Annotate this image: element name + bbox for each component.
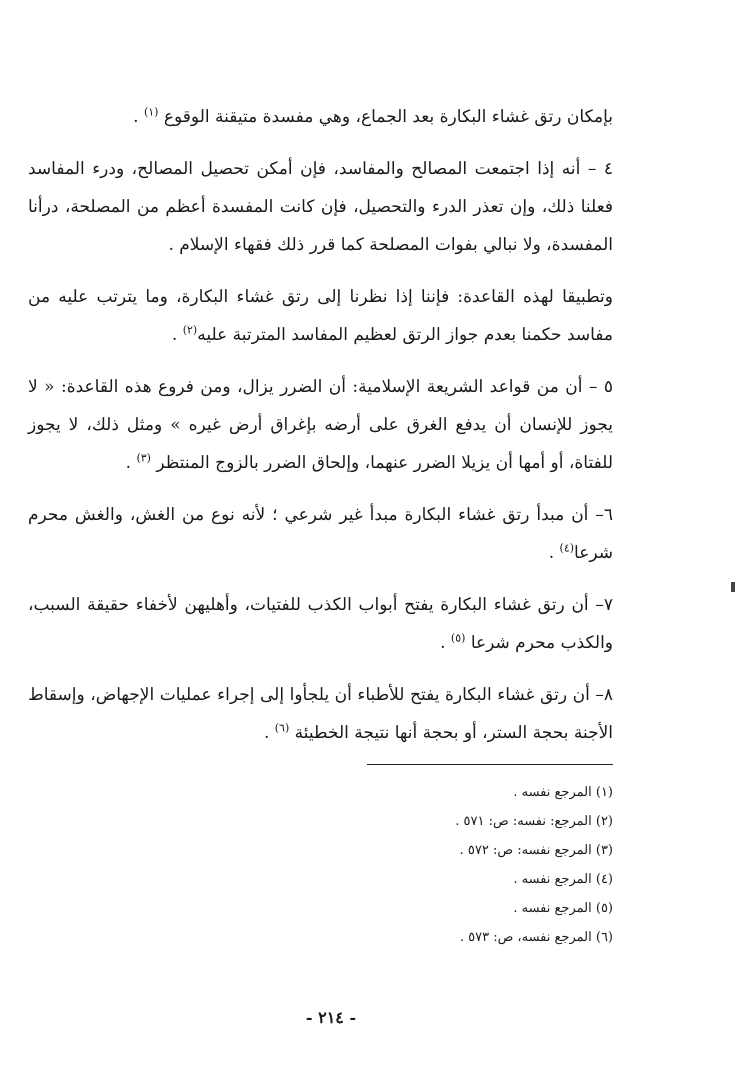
footnote-marker: (٥): [450, 631, 466, 645]
footnote-item: (٣) المرجع نفسه: ص: ٥٧٢ .: [459, 843, 613, 858]
footnote-item: (٦) المرجع نفسه، ص: ٥٧٣ .: [459, 930, 613, 945]
footnote-marker: (١): [143, 105, 159, 119]
footnote-list: [455, 778, 613, 952]
footnote-item: (٤) المرجع نفسه .: [513, 872, 613, 887]
footnote-divider: [367, 764, 613, 765]
scan-edge-mark: [731, 582, 735, 592]
footnote-marker: (٤): [559, 541, 575, 555]
footnote-item: (٥) المرجع نفسه .: [513, 901, 613, 916]
footnote-marker: (٢): [182, 323, 198, 337]
paragraph-application: وتطبيقا لهذه القاعدة: فإننا إذا نظرنا إلى رتق غشاء البكارة، وما يترتب عليه من مفاسد حكمنا بعدم جواز الرتق لعظيم المفاسد المترتبة عليه$^{(٢)}$ .: [28, 287, 613, 345]
paragraph-rule-5: ٥ – أن من قواعد الشريعة الإسلامية: أن الضرر يزال، ومن فروع هذه القاعدة: « لا يجوز للإنسان أن يدفع الغرق على أرضه بإغراق أرض غيره » ومثل ذلك، لا يجوز للفتاة، أو أمها أن يزيلا الضرر عنهما، وإلحاق الضرر بالزوج المنتظر $^{(٣)}$ .: [28, 377, 613, 473]
footnote-item: (١) المرجع نفسه .: [513, 785, 613, 800]
body-text: [28, 98, 613, 766]
footnote-item: (٢) المرجع: نفسه: ص: ٥٧١ .: [455, 814, 613, 829]
footnote-marker: (٣): [136, 451, 151, 465]
paragraph-rule-8: ٨– أن رتق غشاء البكارة يفتح للأطباء أن يلجأوا إلى إجراء عمليات الإجهاض، وإسقاط الأجنة بحجة الستر، أو بحجة أنها نتيجة الخطيئة $^{(٦)}$ .: [28, 685, 613, 743]
paragraph-rule-4: ٤ – أنه إذا اجتمعت المصالح والمفاسد، فإن أمكن تحصيل المصالح، ودرء المفاسد فعلنا ذلك، وإن تعذر الدرء والتحصيل، فإن كانت المفسدة أعظم من المصلحة، درأنا المفسدة، ولا نبالي بفوات المصلحة كما قرر ذلك فقهاء الإسلام .: [28, 159, 613, 255]
paragraph-rule-7: ٧– أن رتق غشاء البكارة يفتح أبواب الكذب للفتيات، وأهليهن لأخفاء حقيقة السبب، والكذب محرم شرعا $^{(٥)}$ .: [28, 595, 613, 653]
page-number: - ٢١٤ -: [305, 1008, 357, 1027]
paragraph-rule-6: ٦– أن مبدأ رتق غشاء البكارة مبدأ غير شرعي ؛ لأنه نوع من الغش، والغش محرم شرعا$^{(٤)}$ .: [28, 505, 613, 563]
paragraph-continuation: بإمكان رتق غشاء البكارة بعد الجماع، وهي مفسدة متيقنة الوقوع $^{(١)}$ .: [133, 105, 613, 127]
footnote-marker: (٦): [274, 721, 290, 735]
